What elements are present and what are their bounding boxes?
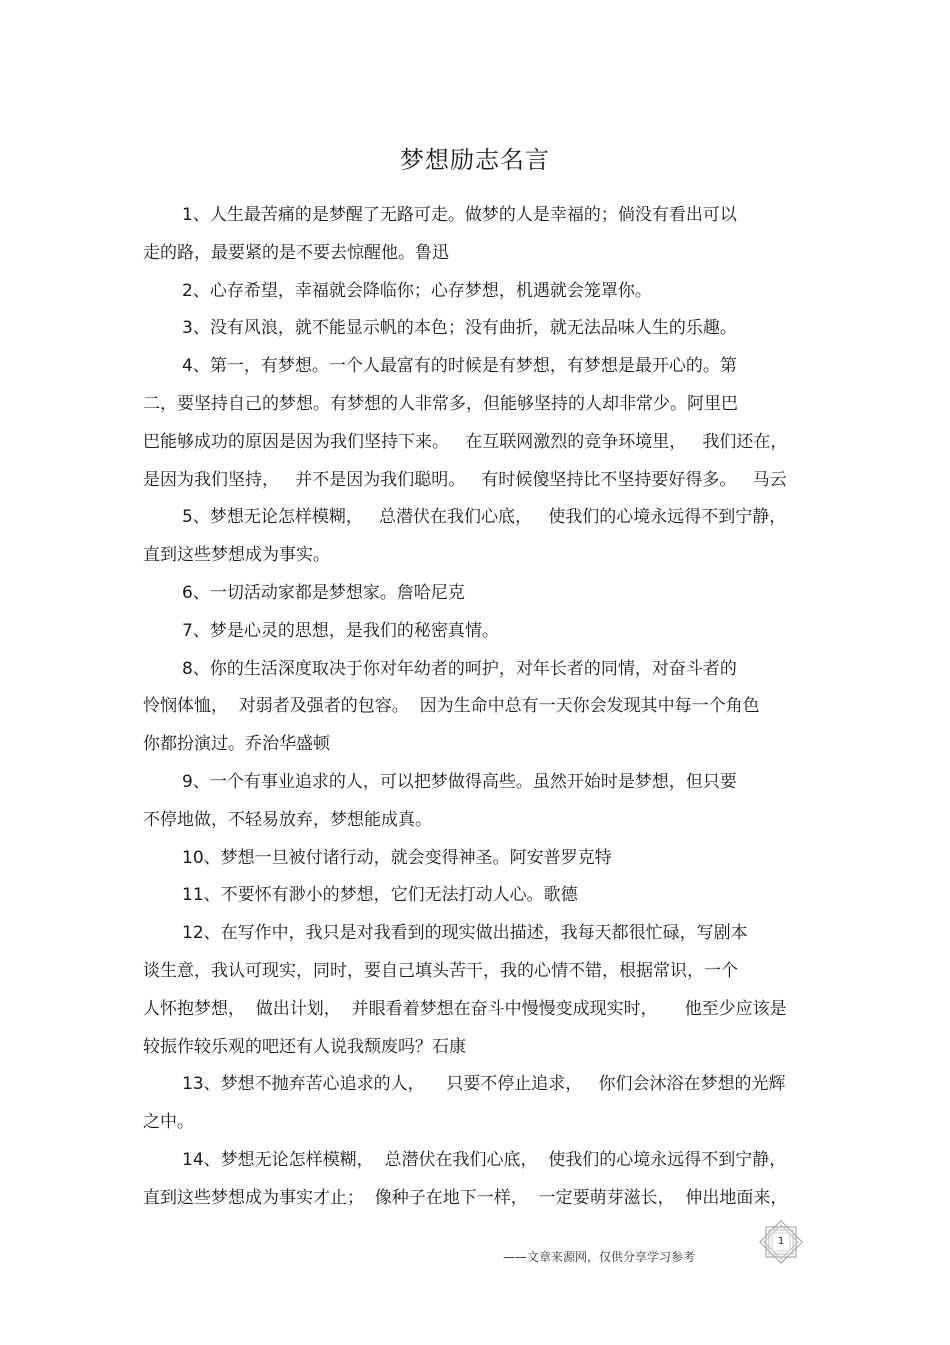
text-line: 巴能够成功的原因是因为我们坚持下来。 在互联网激烈的竞争环境里， 我们还在， — [143, 431, 788, 452]
text-line: 二，要坚持自己的梦想。有梦想的人非常多，但能够坚持的人却非常少。阿里巴 — [143, 393, 738, 414]
text-line: 6、一切活动家都是梦想家。詹哈尼克 — [182, 582, 465, 603]
text-line: 不停地做，不轻易放弃，梦想能成真。 — [143, 809, 432, 830]
text-line: 直到这些梦想成为事实才止； 像种子在地下一样， 一定要萌芽滋长， 伸出地面来， — [143, 1187, 788, 1208]
text-line: 你都扮演过。乔治华盛顿 — [143, 734, 330, 755]
text-line: 2、心存希望，幸福就会降临你；心存梦想，机遇就会笼罩你。 — [182, 280, 652, 301]
text-line: 3、没有风浪，就不能显示帆的本色；没有曲折，就无法品味人生的乐趣。 — [182, 318, 737, 339]
document-title: 梦想励志名言 — [400, 146, 550, 174]
text-line: 5、梦想无论怎样模糊， 总潜伏在我们心底， 使我们的心境永远得不到宁静， — [182, 507, 787, 528]
text-line: 7、梦是心灵的思想，是我们的秘密真情。 — [182, 620, 499, 641]
text-line: 走的路，最要紧的是不要去惊醒他。鲁迅 — [143, 242, 449, 263]
footer-source-note: ——文章来源网，仅供分享学习参考 — [503, 1250, 696, 1264]
page-number-badge — [756, 1218, 806, 1266]
page-number: 1 — [777, 1236, 785, 1247]
document-body — [143, 197, 811, 1218]
text-line: 8、你的生活深度取决于你对年幼者的呵护，对年长者的同情，对奋斗者的 — [182, 658, 737, 679]
text-line: 怜悯体恤， 对弱者及强者的包容。 因为生命中总有一天你会发现其中每一个角色 — [143, 696, 760, 717]
text-line: 1、人生最苦痛的是梦醒了无路可走。做梦的人是幸福的；倘没有看出可以 — [182, 205, 737, 225]
text-line: 直到这些梦想成为事实。 — [143, 545, 330, 566]
text-line: 人怀抱梦想， 做出计划， 并眼看着梦想在奋斗中慢慢变成现实时， 他至少应该是 — [143, 998, 787, 1019]
text-line: 4、第一，有梦想。一个人最富有的时候是有梦想，有梦想是最开心的。第 — [182, 356, 737, 377]
text-line: 较振作较乐观的吧还有人说我颓废吗？石康 — [143, 1036, 466, 1057]
text-line: 是因为我们坚持， 并不是因为我们聪明。 有时候傻坚持比不坚持要好得多。 马云 — [143, 469, 787, 490]
text-line: 之中。 — [143, 1112, 194, 1133]
text-line: 12、在写作中，我只是对我看到的现实做出描述，我每天都很忙碌，写剧本 — [182, 923, 748, 944]
text-line: 10、梦想一旦被付诸行动，就会变得神圣。阿安普罗克特 — [182, 847, 612, 868]
text-line: 9、一个有事业追求的人，可以把梦做得高些。虽然开始时是梦想，但只要 — [182, 771, 737, 792]
text-line: 13、梦想不抛弃苦心追求的人， 只要不停止追求， 你们会沐浴在梦想的光辉 — [182, 1074, 786, 1095]
text-line: 11、不要怀有渺小的梦想，它们无法打动人心。歌德 — [182, 885, 578, 906]
text-line: 14、梦想无论怎样模糊， 总潜伏在我们心底， 使我们的心境永远得不到宁静， — [182, 1149, 787, 1170]
text-line: 谈生意，我认可现实，同时，要自己填头苦干，我的心情不错，根据常识，一个 — [143, 960, 738, 981]
